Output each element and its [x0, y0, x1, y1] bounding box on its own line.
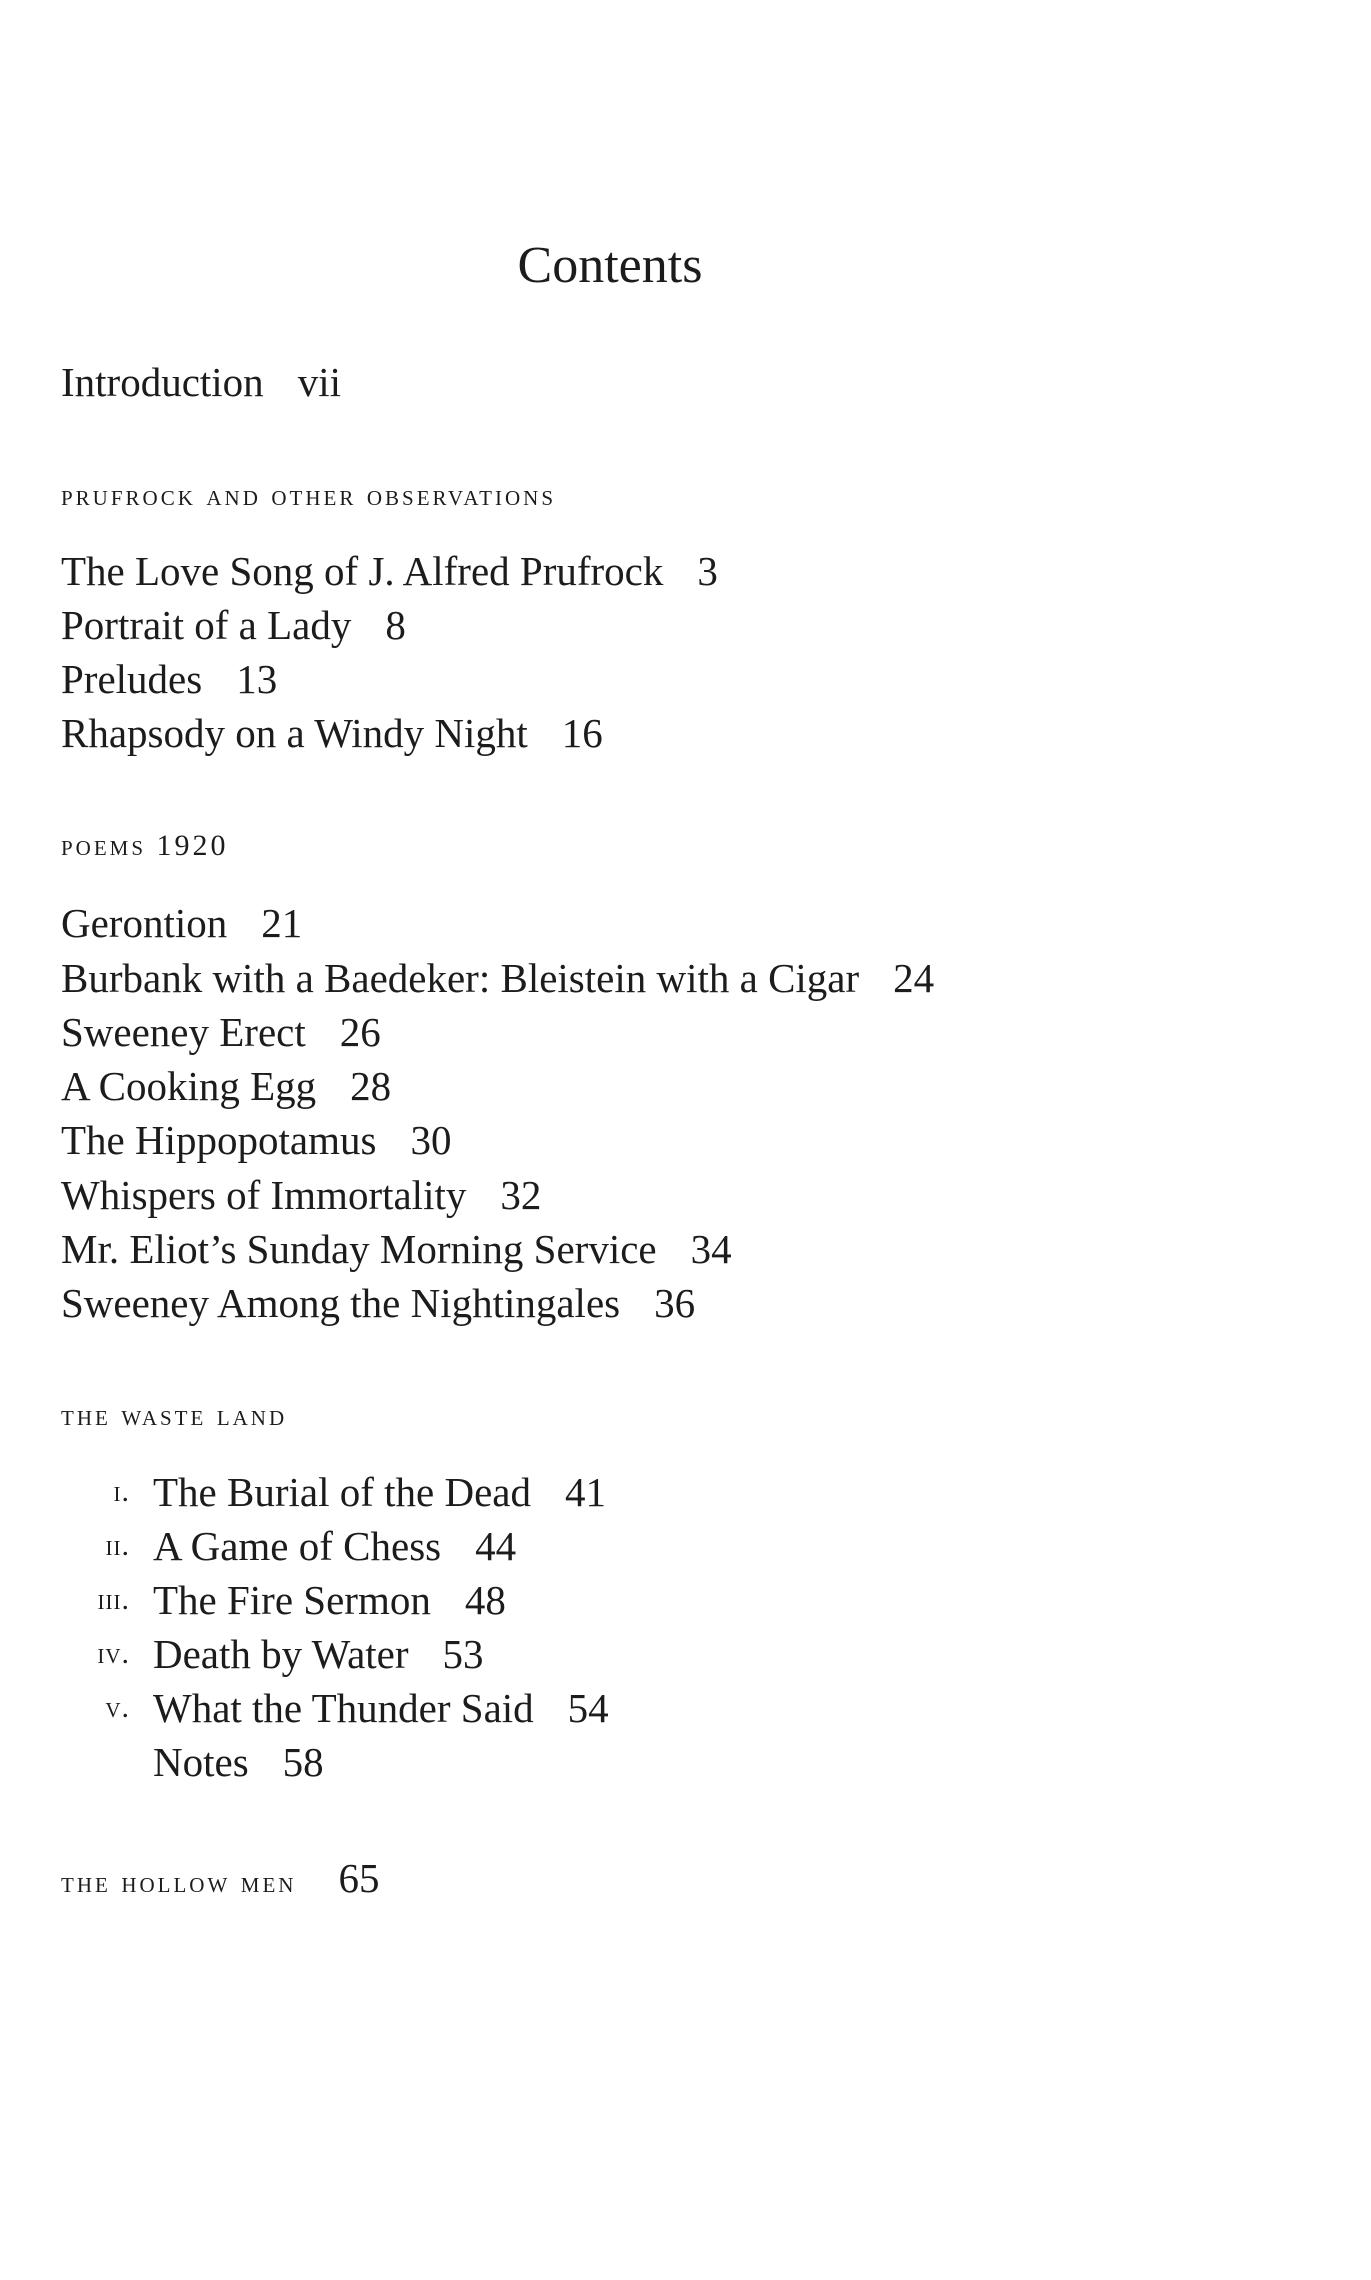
entry-title: Death by Water — [153, 1631, 409, 1677]
toc-entry[interactable] — [61, 1061, 391, 1111]
page-number: 65 — [338, 1855, 380, 1901]
entry-title: Burbank with a Baedeker: Bleistein with a Cigar — [61, 955, 860, 1001]
toc-entry-part[interactable] — [153, 1683, 609, 1733]
entry-title: A Game of Chess — [153, 1523, 442, 1569]
toc-entry-introduction[interactable] — [61, 357, 341, 407]
entry-title: What the Thunder Said — [153, 1685, 534, 1731]
part-numeral: ii. — [105, 1529, 130, 1562]
toc-entry[interactable] — [61, 1007, 381, 1057]
entry-title: The Hippopotamus — [61, 1117, 377, 1163]
toc-entry[interactable] — [61, 1170, 541, 1220]
entry-title: Sweeney Erect — [61, 1009, 306, 1055]
entry-title: Preludes — [61, 656, 203, 702]
entry-title: Portrait of a Lady — [61, 602, 352, 648]
page-number: 28 — [350, 1063, 392, 1109]
toc-entry-part[interactable] — [153, 1521, 516, 1571]
toc-entry[interactable] — [61, 708, 603, 758]
page-number: 44 — [475, 1523, 517, 1569]
toc-entry-hollow-men[interactable] — [61, 1855, 380, 1901]
entry-title: A Cooking Egg — [61, 1063, 317, 1109]
entry-title: The Fire Sermon — [153, 1577, 431, 1623]
section-heading-prufrock: prufrock and other observations — [61, 479, 556, 512]
page-number: 8 — [385, 602, 406, 648]
section-heading-waste-land: the waste land — [61, 1399, 288, 1432]
page-number: 3 — [697, 548, 718, 594]
page-number: 13 — [236, 656, 278, 702]
entry-title: Rhapsody on a Windy Night — [61, 710, 528, 756]
page-number: 54 — [567, 1685, 609, 1731]
page-number: 41 — [564, 1469, 606, 1515]
toc-entry[interactable] — [61, 546, 718, 596]
toc-entry[interactable] — [61, 654, 277, 704]
part-numeral: iii. — [97, 1583, 130, 1616]
page-number: 32 — [500, 1172, 542, 1218]
page-number: vii — [297, 359, 341, 405]
toc-entry[interactable] — [61, 953, 934, 1003]
part-numeral: v. — [105, 1691, 130, 1724]
page-number: 21 — [261, 900, 303, 946]
entry-title: Gerontion — [61, 900, 228, 946]
page-number: 34 — [690, 1226, 732, 1272]
toc-entry-part[interactable] — [153, 1575, 506, 1625]
page-number: 16 — [561, 710, 603, 756]
toc-entry[interactable] — [61, 1115, 451, 1165]
part-numeral: iv. — [97, 1637, 130, 1670]
page-title: Contents — [517, 237, 703, 294]
page-number: 36 — [654, 1280, 696, 1326]
entry-title: Sweeney Among the Nightingales — [61, 1280, 621, 1326]
toc-entry[interactable] — [61, 1224, 732, 1274]
toc-entry[interactable] — [61, 1278, 695, 1328]
entry-title: Introduction — [61, 359, 264, 405]
page-number: 48 — [464, 1577, 506, 1623]
entry-title: Notes — [153, 1739, 249, 1785]
toc-entry-notes[interactable] — [153, 1737, 324, 1787]
entry-title: Mr. Eliot’s Sunday Morning Service — [61, 1226, 657, 1272]
toc-entry-part[interactable] — [153, 1629, 484, 1679]
toc-entry[interactable] — [61, 898, 302, 948]
entry-title: Whispers of Immortality — [61, 1172, 467, 1218]
page-number: 58 — [282, 1739, 324, 1785]
page-number: 24 — [893, 955, 935, 1001]
page-number: 30 — [410, 1117, 452, 1163]
part-numeral: i. — [113, 1475, 130, 1508]
page-number: 26 — [339, 1009, 381, 1055]
toc-entry[interactable] — [61, 600, 406, 650]
page-number: 53 — [442, 1631, 484, 1677]
toc-entry-part[interactable] — [153, 1467, 606, 1517]
entry-title: The Burial of the Dead — [153, 1469, 531, 1515]
section-heading-poems-1920: poems 1920 — [61, 829, 229, 862]
section-heading-hollow-men: the hollow men — [61, 1866, 297, 1899]
entry-title: The Love Song of J. Alfred Prufrock — [61, 548, 664, 594]
